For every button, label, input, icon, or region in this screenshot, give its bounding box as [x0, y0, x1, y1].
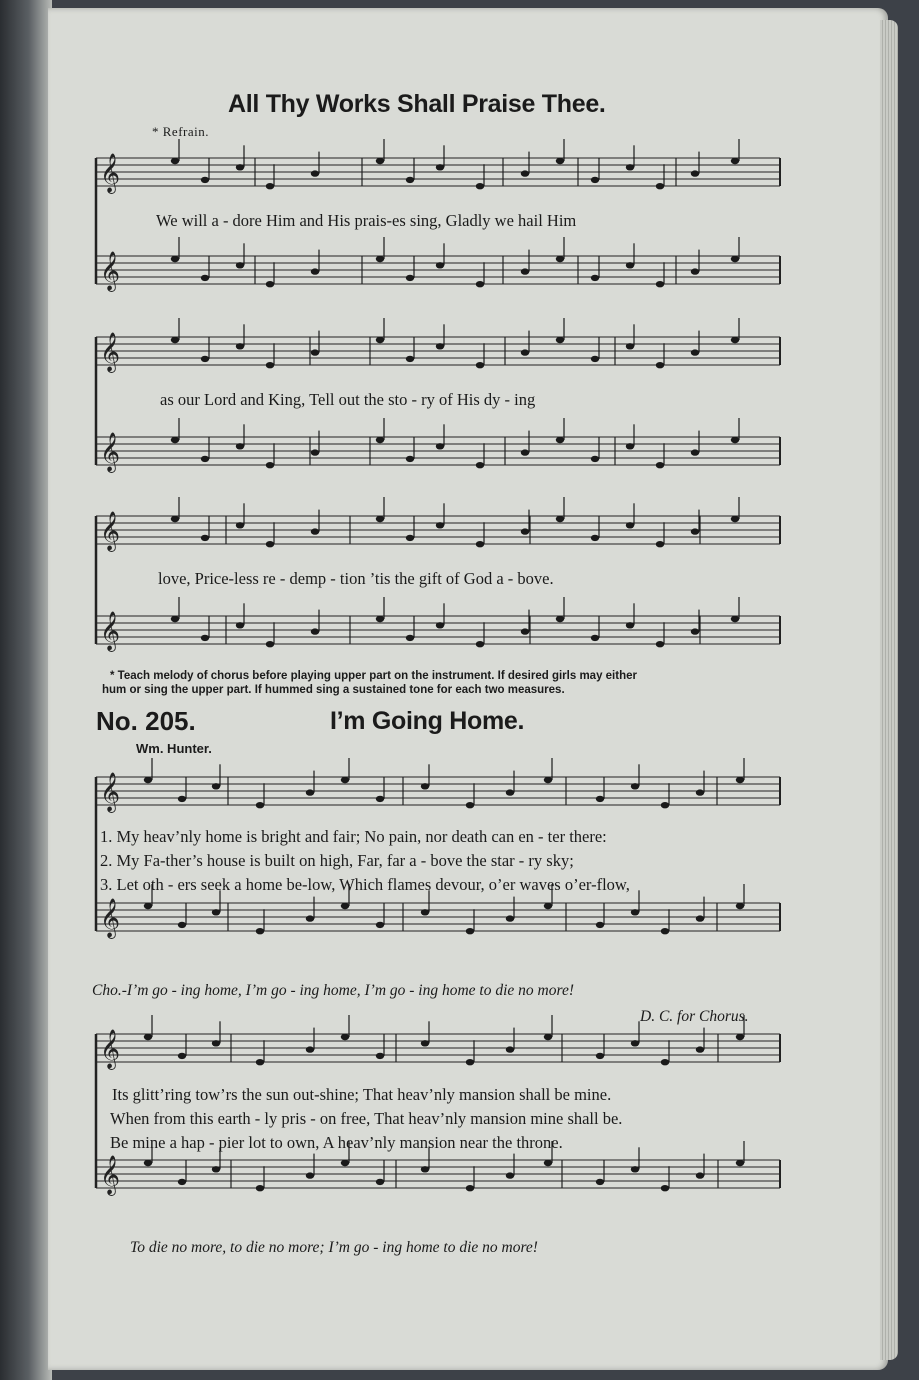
note-head: [731, 158, 739, 164]
note-head: [406, 356, 414, 362]
note-head: [406, 535, 414, 541]
note-head: [691, 528, 699, 534]
clef-icon: 𝄞: [100, 153, 121, 193]
note-head: [306, 1172, 314, 1178]
note-head: [256, 1059, 264, 1065]
verse-line: 1. My heav’nly home is bright and fair; No pain, nor death can en - ter there:: [100, 827, 607, 846]
note-head: [731, 256, 739, 262]
note-head: [406, 635, 414, 641]
note-head: [691, 268, 699, 274]
note-head: [696, 1046, 704, 1052]
clef-icon: 𝄞: [100, 772, 121, 812]
note-head: [626, 164, 634, 170]
note-head: [731, 616, 739, 622]
note-head: [696, 1172, 704, 1178]
note-head: [631, 783, 639, 789]
note-head: [521, 449, 529, 455]
note-head: [266, 541, 274, 547]
note-head: [256, 1185, 264, 1191]
note-head: [236, 443, 244, 449]
note-head: [376, 337, 384, 343]
note-head: [626, 443, 634, 449]
note-head: [311, 628, 319, 634]
note-head: [476, 641, 484, 647]
note-head: [656, 541, 664, 547]
note-head: [656, 462, 664, 468]
clef-icon: 𝄞: [100, 898, 121, 938]
note-head: [556, 256, 564, 262]
note-head: [201, 275, 209, 281]
note-head: [236, 622, 244, 628]
note-head: [236, 262, 244, 268]
note-head: [311, 528, 319, 534]
note-head: [521, 528, 529, 534]
note-head: [212, 783, 220, 789]
note-head: [506, 789, 514, 795]
note-head: [178, 1179, 186, 1185]
note-head: [596, 922, 604, 928]
note-head: [736, 1034, 744, 1040]
note-head: [476, 541, 484, 547]
clef-icon: 𝄞: [100, 511, 121, 551]
note-head: [506, 1046, 514, 1052]
clef-icon: 𝄞: [100, 332, 121, 372]
note-head: [376, 158, 384, 164]
note-head: [591, 535, 599, 541]
note-head: [421, 1040, 429, 1046]
note-head: [306, 1046, 314, 1052]
note-head: [626, 622, 634, 628]
note-head: [476, 362, 484, 368]
note-head: [506, 1172, 514, 1178]
note-head: [626, 522, 634, 528]
note-head: [266, 183, 274, 189]
note-head: [212, 909, 220, 915]
note-head: [421, 909, 429, 915]
note-head: [376, 516, 384, 522]
note-head: [144, 1160, 152, 1166]
note-head: [631, 1166, 639, 1172]
note-head: [631, 909, 639, 915]
note-head: [306, 915, 314, 921]
note-head: [376, 437, 384, 443]
note-head: [376, 616, 384, 622]
note-head: [178, 922, 186, 928]
note-head: [266, 462, 274, 468]
dc-label: D. C. for Chorus.: [640, 1008, 749, 1025]
hymn-title-2: I’m Going Home.: [330, 707, 525, 735]
note-head: [406, 177, 414, 183]
verse-line: When from this earth - ly pris - on free, That heav’nly mansion mine shall be.: [110, 1109, 623, 1128]
note-head: [201, 535, 209, 541]
note-head: [236, 343, 244, 349]
refrain-label: * Refrain.: [152, 124, 209, 139]
note-head: [661, 1059, 669, 1065]
note-head: [256, 802, 264, 808]
lyric-line: as our Lord and King, Tell out the sto - ry of His dy - ing: [160, 390, 536, 409]
verse-line: 2. My Fa-ther’s house is built on high, Far, far a - bove the star - ry sky;: [100, 851, 574, 870]
lyric-line: love, Price-less re - demp - tion ’tis the gift of God a - bove.: [158, 569, 554, 588]
note-head: [544, 1160, 552, 1166]
note-head: [731, 337, 739, 343]
note-head: [556, 516, 564, 522]
note-head: [691, 349, 699, 355]
note-head: [178, 796, 186, 802]
note-head: [661, 928, 669, 934]
note-head: [236, 522, 244, 528]
note-head: [171, 616, 179, 622]
note-head: [544, 1034, 552, 1040]
note-head: [591, 635, 599, 641]
hymn-number: No. 205.: [96, 706, 196, 736]
note-head: [376, 256, 384, 262]
clef-icon: 𝄞: [100, 432, 121, 472]
footnote-line: hum or sing the upper part. If hummed sing a sustained tone for each two measures.: [102, 684, 565, 696]
note-head: [731, 437, 739, 443]
hymn-author: Wm. Hunter.: [136, 741, 212, 756]
note-head: [341, 1160, 349, 1166]
note-head: [656, 281, 664, 287]
note-head: [171, 158, 179, 164]
note-head: [436, 262, 444, 268]
note-head: [236, 164, 244, 170]
note-head: [736, 1160, 744, 1166]
note-head: [466, 1059, 474, 1065]
note-head: [311, 268, 319, 274]
note-head: [661, 1185, 669, 1191]
note-head: [696, 915, 704, 921]
note-head: [476, 281, 484, 287]
chorus-line: To die no more, to die no more; I’m go - ing home to die no more!: [130, 1239, 538, 1256]
note-head: [406, 456, 414, 462]
note-head: [171, 437, 179, 443]
chorus-line: Cho.-I’m go - ing home, I’m go - ing home, I’m go - ing home to die no more!: [92, 982, 574, 999]
note-head: [466, 802, 474, 808]
note-head: [311, 449, 319, 455]
note-head: [631, 1040, 639, 1046]
note-head: [696, 789, 704, 795]
note-head: [144, 1034, 152, 1040]
note-head: [596, 796, 604, 802]
note-head: [691, 449, 699, 455]
lyric-line: We will a - dore Him and His prais-es sing, Gladly we hail Him: [156, 211, 577, 230]
verse-line: Its glitt’ring tow’rs the sun out-shine; That heav’nly mansion shall be mine.: [112, 1085, 612, 1104]
note-head: [171, 516, 179, 522]
note-head: [201, 177, 209, 183]
footnote-line: * Teach melody of chorus before playing upper part on the instrument. If desired girls may either: [110, 670, 637, 682]
note-head: [421, 1166, 429, 1172]
note-head: [544, 777, 552, 783]
clef-icon: 𝄞: [100, 1029, 121, 1069]
note-head: [466, 1185, 474, 1191]
note-head: [436, 622, 444, 628]
note-head: [476, 462, 484, 468]
note-head: [544, 903, 552, 909]
note-head: [591, 275, 599, 281]
note-head: [341, 903, 349, 909]
note-head: [144, 777, 152, 783]
note-head: [591, 177, 599, 183]
note-head: [376, 1053, 384, 1059]
note-head: [306, 789, 314, 795]
note-head: [436, 343, 444, 349]
note-head: [406, 275, 414, 281]
note-head: [736, 777, 744, 783]
note-head: [596, 1053, 604, 1059]
clef-icon: 𝄞: [100, 1155, 121, 1195]
note-head: [656, 362, 664, 368]
note-head: [436, 164, 444, 170]
note-head: [311, 170, 319, 176]
verse-line: Be mine a hap - pier lot to own, A heav’nly mansion near the throne.: [110, 1133, 563, 1152]
note-head: [691, 628, 699, 634]
note-head: [521, 268, 529, 274]
note-head: [144, 903, 152, 909]
note-head: [178, 1053, 186, 1059]
note-head: [591, 356, 599, 362]
note-head: [171, 337, 179, 343]
clef-icon: 𝄞: [100, 611, 121, 651]
note-head: [266, 641, 274, 647]
note-head: [506, 915, 514, 921]
note-head: [341, 777, 349, 783]
note-head: [266, 281, 274, 287]
note-head: [691, 170, 699, 176]
note-head: [436, 522, 444, 528]
verse-line: 3. Let oth - ers seek a home be-low, Which flames devour, o’er waves o’er-flow,: [100, 875, 630, 894]
note-head: [661, 802, 669, 808]
note-head: [736, 903, 744, 909]
note-head: [201, 635, 209, 641]
note-head: [376, 1179, 384, 1185]
note-head: [521, 349, 529, 355]
note-head: [596, 1179, 604, 1185]
note-head: [626, 343, 634, 349]
note-head: [556, 337, 564, 343]
note-head: [212, 1040, 220, 1046]
note-head: [656, 183, 664, 189]
note-head: [556, 616, 564, 622]
note-head: [656, 641, 664, 647]
note-head: [256, 928, 264, 934]
note-head: [521, 628, 529, 634]
note-head: [311, 349, 319, 355]
hymn-title-1: All Thy Works Shall Praise Thee.: [228, 90, 606, 118]
note-head: [421, 783, 429, 789]
note-head: [376, 922, 384, 928]
note-head: [521, 170, 529, 176]
note-head: [376, 796, 384, 802]
clef-icon: 𝄞: [100, 251, 121, 291]
note-head: [556, 437, 564, 443]
note-head: [212, 1166, 220, 1172]
note-head: [556, 158, 564, 164]
note-head: [201, 456, 209, 462]
note-head: [436, 443, 444, 449]
note-head: [171, 256, 179, 262]
note-head: [591, 456, 599, 462]
note-head: [266, 362, 274, 368]
note-head: [476, 183, 484, 189]
note-head: [731, 516, 739, 522]
note-head: [341, 1034, 349, 1040]
note-head: [466, 928, 474, 934]
note-head: [201, 356, 209, 362]
note-head: [626, 262, 634, 268]
